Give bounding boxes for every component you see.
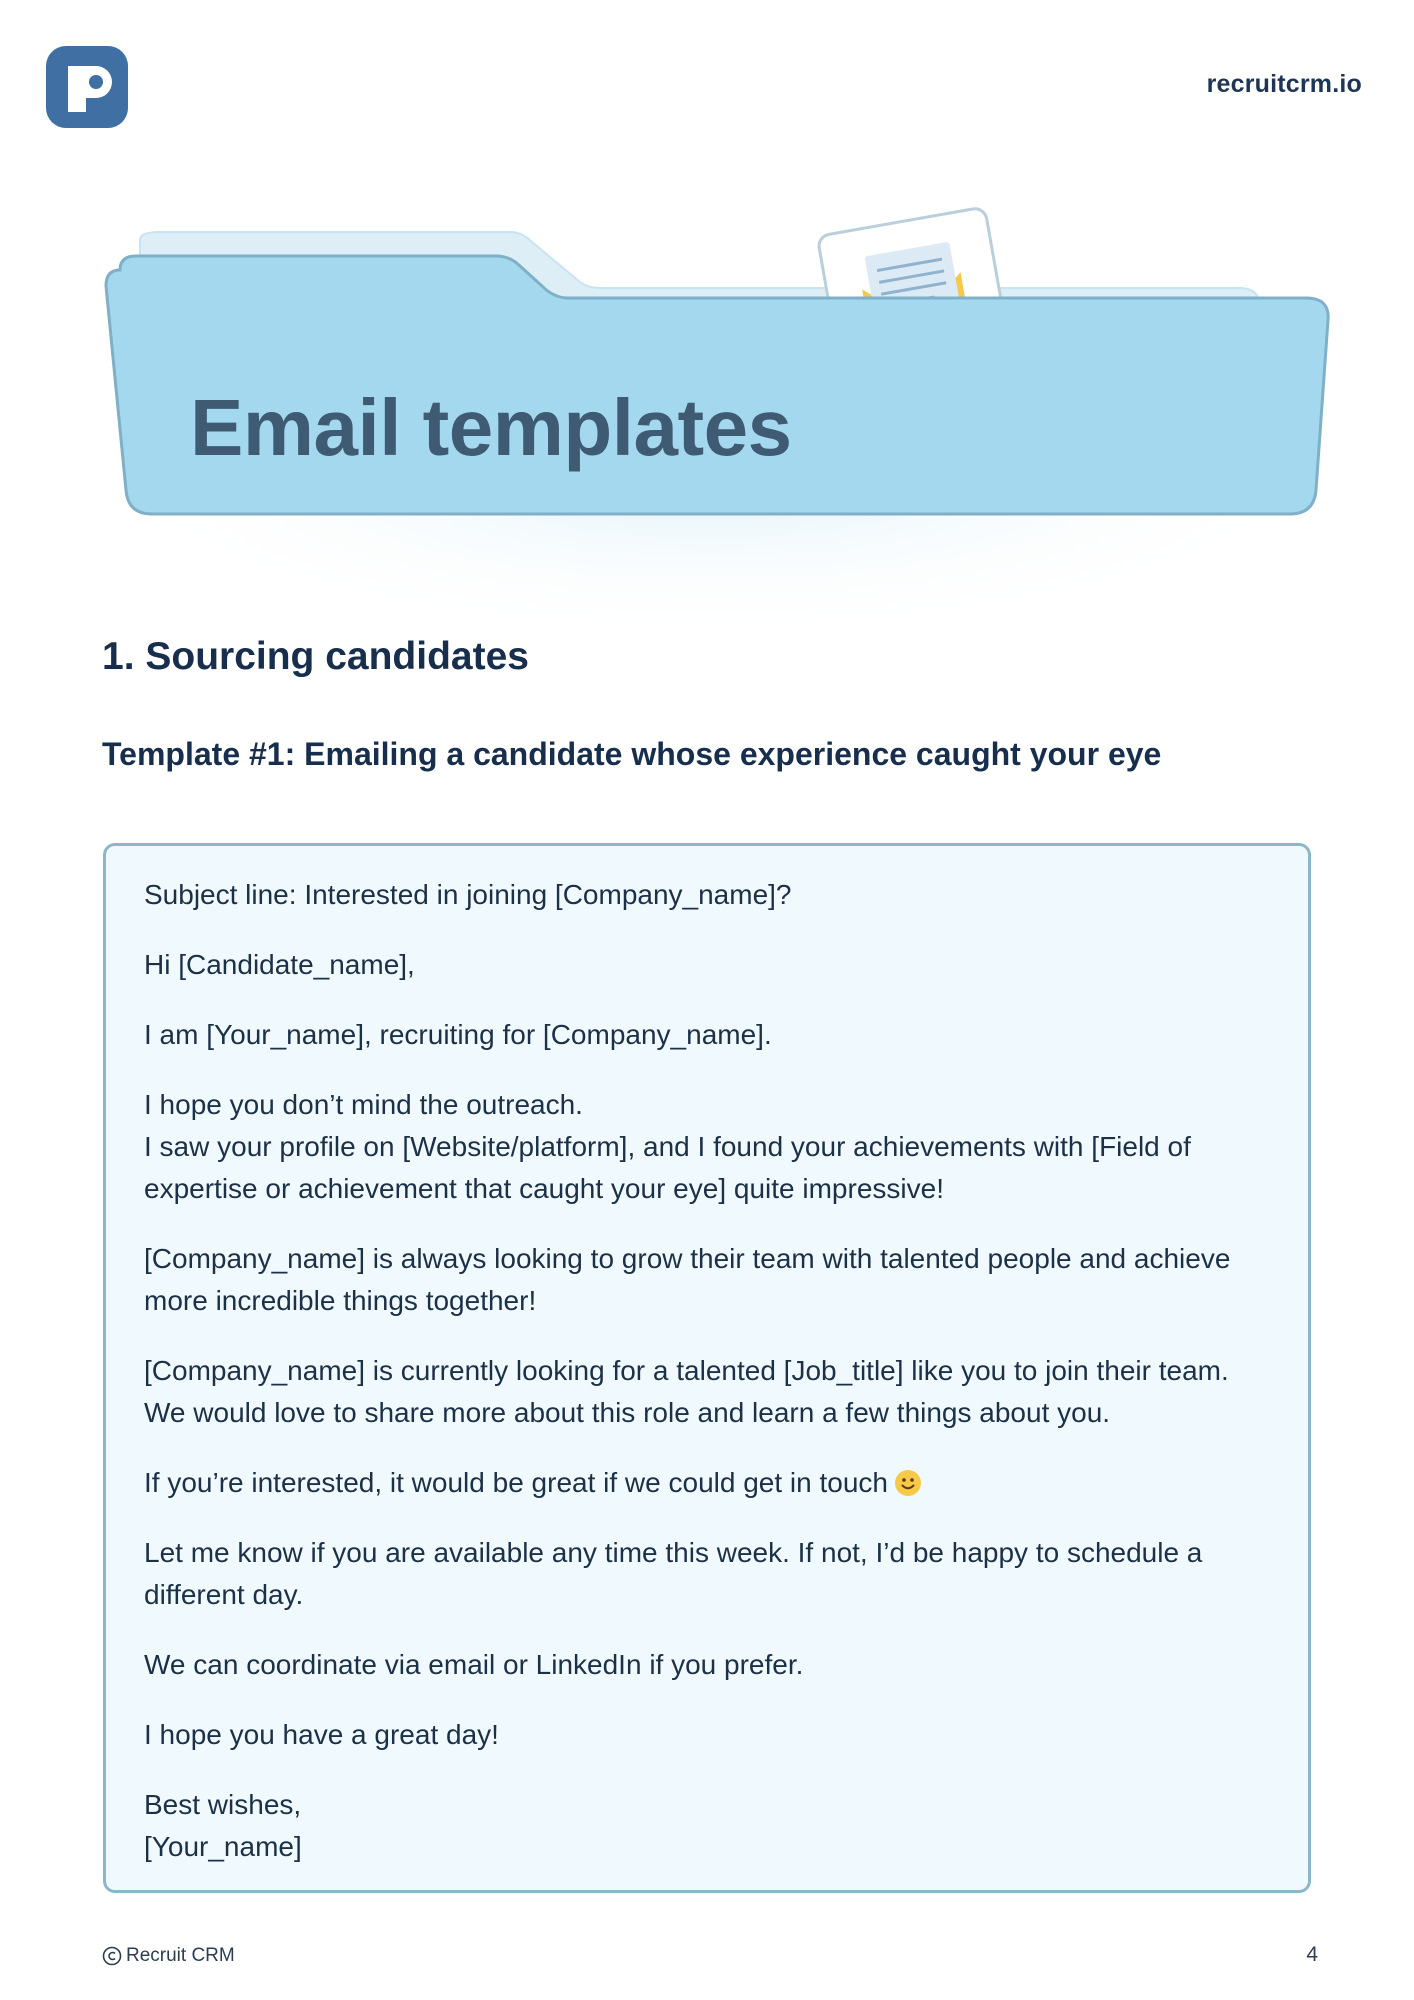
email-line: If you’re interested, it would be great if we could get in touch [144, 1467, 888, 1498]
email-subject: Subject line: Interested in joining [Company_name]? [144, 879, 792, 910]
section-heading: 1. Sourcing candidates [102, 635, 529, 678]
template-heading: Template #1: Emailing a candidate whose experience caught your eye [102, 736, 1162, 772]
email-paragraph: Let me know if you are available any time this week. If not, I’d be happy to schedule a different day. [144, 1537, 1203, 1610]
recruit-crm-logo-icon[interactable] [46, 46, 128, 128]
email-paragraph [144, 1462, 1272, 1504]
site-url[interactable]: recruitcrm.io [1206, 70, 1362, 98]
page-title: Email templates [190, 383, 792, 472]
copyright-icon [102, 1946, 122, 1966]
email-template-box [103, 843, 1311, 1893]
email-paragraph: [Company_name] is always looking to grow their team with talented people and achieve more incredible things together! [144, 1243, 1231, 1316]
email-paragraph: I hope you have a great day! [144, 1719, 499, 1750]
email-signature: [Your_name] [144, 1831, 302, 1862]
footer-company: Recruit CRM [126, 1945, 235, 1966]
email-paragraph: [Company_name] is currently looking for a talented [Job_title] like you to join their team. We would love to share more about this role and learn a few things about you. [144, 1355, 1229, 1428]
email-paragraph [144, 1084, 1272, 1210]
email-intro: I am [Your_name], recruiting for [Company_name]. [144, 1019, 772, 1050]
smile-emoji-icon [894, 1469, 922, 1497]
email-line: Best wishes, [144, 1789, 302, 1820]
email-paragraph: We can coordinate via email or LinkedIn if you prefer. [144, 1649, 804, 1680]
footer-copyright [102, 1945, 235, 1967]
email-line: I saw your profile on [Website/platform], and I found your achievements with [Field of expertise or achievement that caught your eye] quite impressive! [144, 1131, 1191, 1204]
email-signoff [144, 1784, 1272, 1868]
email-greeting: Hi [Candidate_name], [144, 949, 415, 980]
page-number: 4 [1306, 1943, 1318, 1966]
email-line: I hope you don’t mind the outreach. [144, 1089, 583, 1120]
